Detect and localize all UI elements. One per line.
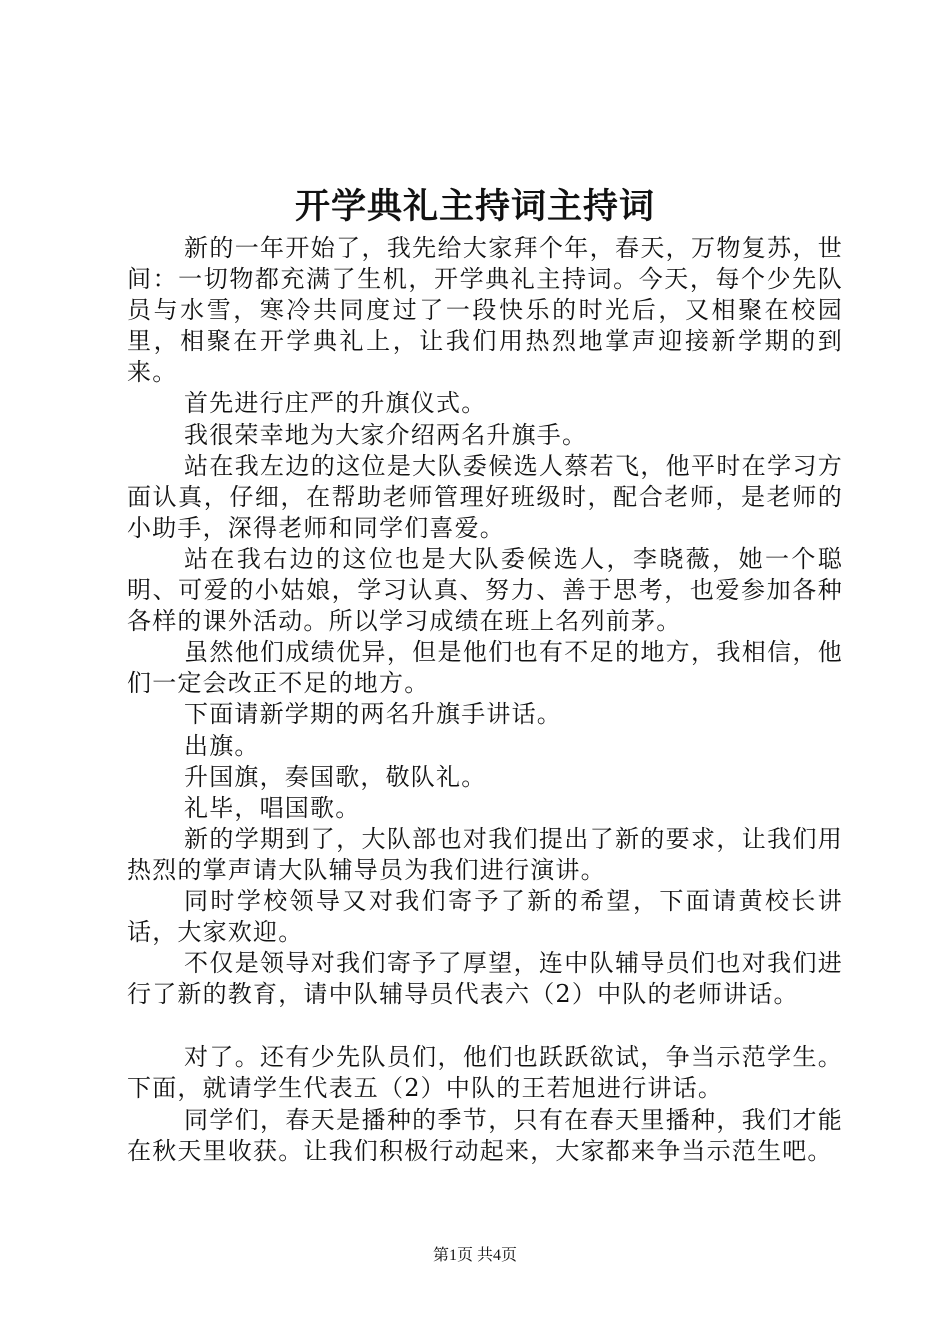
paragraph: 同学们，春天是播种的季节，只有在春天里播种，我们才能在秋天里收获。让我们积极行动起来，大家都来争当示范生吧。 — [127, 1105, 843, 1165]
paragraph: 首先进行庄严的升旗仪式。 — [184, 389, 487, 418]
paragraph: 下面请新学期的两名升旗手讲话。 — [184, 700, 562, 729]
paragraph: 站在我左边的这位是大队委候选人蔡若飞，他平时在学习方面认真，仔细，在帮助老师管理好班级时，配合老师，是老师的小助手，深得老师和同学们喜爱。 — [127, 451, 843, 542]
paragraph: 虽然他们成绩优异，但是他们也有不足的地方，我相信，他们一定会改正不足的地方。 — [127, 638, 843, 698]
paragraph: 升国旗，奏国歌，敬队礼。 — [184, 762, 487, 791]
document-body — [127, 233, 843, 1167]
paragraph: 我很荣幸地为大家介绍两名升旗手。 — [184, 420, 588, 449]
paragraph: 对了。还有少先队员们，他们也跃跃欲试，争当示范学生。下面，就请学生代表五（2）中队的王若旭进行讲话。 — [127, 1043, 843, 1103]
page-number-footer: 第1页 共4页 — [432, 1247, 517, 1264]
paragraph: 不仅是领导对我们寄予了厚望，连中队辅导员们也对我们进行了新的教育，请中队辅导员代表六（2）中队的老师讲话。 — [127, 949, 843, 1009]
paragraph: 礼毕，唱国歌。 — [184, 793, 361, 822]
document-title: 开学典礼主持词主持词 — [294, 187, 655, 227]
paragraph: 同时学校领导又对我们寄予了新的希望，下面请黄校长讲话，大家欢迎。 — [127, 886, 843, 947]
paragraph: 出旗。 — [184, 731, 260, 760]
paragraph: 新的一年开始了，我先给大家拜个年，春天，万物复苏，世间：一切物都充满了生机，开学典礼主持词。今天，每个少先队员与水雪，寒冷共同度过了一段快乐的时光后，又相聚在校园里，相聚在开学典礼上，让我们用热烈地掌声迎接新学期的到来。 — [127, 234, 843, 387]
paragraph: 站在我右边的这位也是大队委候选人，李晓薇，她一个聪明、可爱的小姑娘，学习认真、努力、善于思考，也爱参加各种各样的课外活动。所以学习成绩在班上名列前茅。 — [127, 544, 843, 636]
paragraph: 新的学期到了，大队部也对我们提出了新的要求，让我们用热烈的掌声请大队辅导员为我们进行演讲。 — [127, 824, 843, 884]
